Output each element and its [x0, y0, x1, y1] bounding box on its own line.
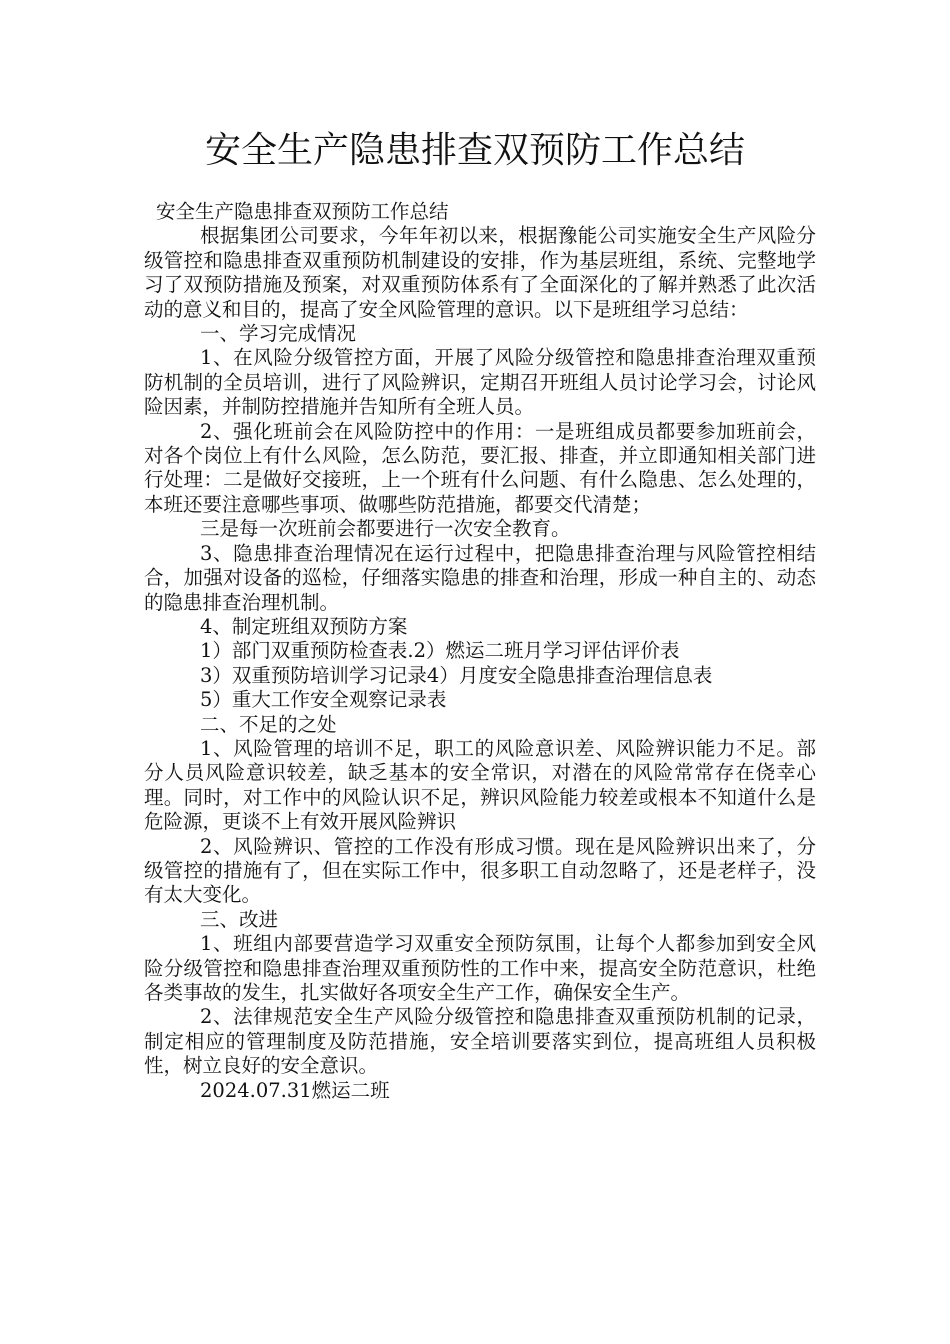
- paragraph-item-4: 4、制定班组双预防方案: [200, 614, 408, 638]
- plan-list-line-3: 5）重大工作安全观察记录表: [200, 688, 447, 712]
- improvement-2: 2、法律规范安全生产风险分级管控和隐患排查双重预防机制的记录，制定相应的管理制度及防范措施，安全培训要落实到位，提高班组人员积极性，树立良好的安全意识。: [144, 1005, 816, 1078]
- plan-list-line-1: 1）部门双重预防检查表.2）燃运二班月学习评估评价表: [200, 639, 680, 663]
- section-heading-study: 一、学习完成情况: [200, 322, 357, 346]
- document-body: [144, 200, 816, 1103]
- plan-list-line-2: 3）双重预防培训学习记录4）月度安全隐患排查治理信息表: [200, 663, 713, 687]
- shortcoming-1: 1、风险管理的培训不足，职工的风险意识差、风险辨识能力不足。部分人员风险意识较差，缺乏基本的安全常识，对潜在的风险常常存在侥幸心理。同时，对工作中的风险认识不足，辨识风险能力较差或根本不知道什么是危险源，更谈不上有效开展风险辨识: [144, 736, 816, 834]
- improvement-1: 1、班组内部要营造学习双重安全预防氛围，让每个人都参加到安全风险分级管控和隐患排查治理双重预防性的工作中来，提高安全防范意识，杜绝各类事故的发生，扎实做好各项安全生产工作，确保安全生产。: [144, 932, 816, 1004]
- intro-paragraph: 根据集团公司要求，今年年初以来，根据豫能公司实施安全生产风险分级管控和隐患排查双重预防机制建设的安排，作为基层班组，系统、完整地学习了双预防措施及预案，对双重预防体系有了全面深化的了解并熟悉了此次活动的意义和目的，提高了安全风险管理的意识。以下是班组学习总结：: [144, 224, 816, 321]
- paragraph-item-2-cont: 三是每一次班前会都要进行一次安全教育。: [200, 517, 571, 541]
- signature-date: 2024.07.31燃运二班: [200, 1078, 390, 1102]
- document-title: 安全生产隐患排查双预防工作总结: [204, 130, 745, 171]
- section-heading-shortcomings: 二、不足的之处: [200, 712, 337, 736]
- document-subtitle: 安全生产隐患排查双预防工作总结: [156, 200, 449, 223]
- section-heading-improvement: 三、改进: [200, 907, 279, 931]
- paragraph-item-3: 3、隐患排查治理情况在运行过程中，把隐患排查治理与风险管控相结合，加强对设备的巡检，仔细落实隐患的排查和治理，形成一种自主的、动态的隐患排查治理机制。: [144, 541, 816, 614]
- shortcoming-2: 2、风险辨识、管控的工作没有形成习惯。现在是风险辨识出来了，分级管控的措施有了，但在实际工作中，很多职工自动忽略了，还是老样子，没有太大变化。: [144, 834, 816, 907]
- paragraph-item-1: 1、在风险分级管控方面，开展了风险分级管控和隐患排查治理双重预防机制的全员培训，进行了风险辨识，定期召开班组人员讨论学习会，讨论风险因素，并制防控措施并告知所有全班人员。: [144, 346, 816, 419]
- paragraph-item-2: 2、强化班前会在风险防控中的作用：一是班组成员都要参加班前会，对各个岗位上有什么风险，怎么防范，要汇报、排查，并立即通知相关部门进行处理：二是做好交接班，上一个班有什么问题、有什么隐患、怎么处理的，本班还要注意哪些事项、做哪些防范措施，都要交代清楚；: [144, 419, 816, 516]
